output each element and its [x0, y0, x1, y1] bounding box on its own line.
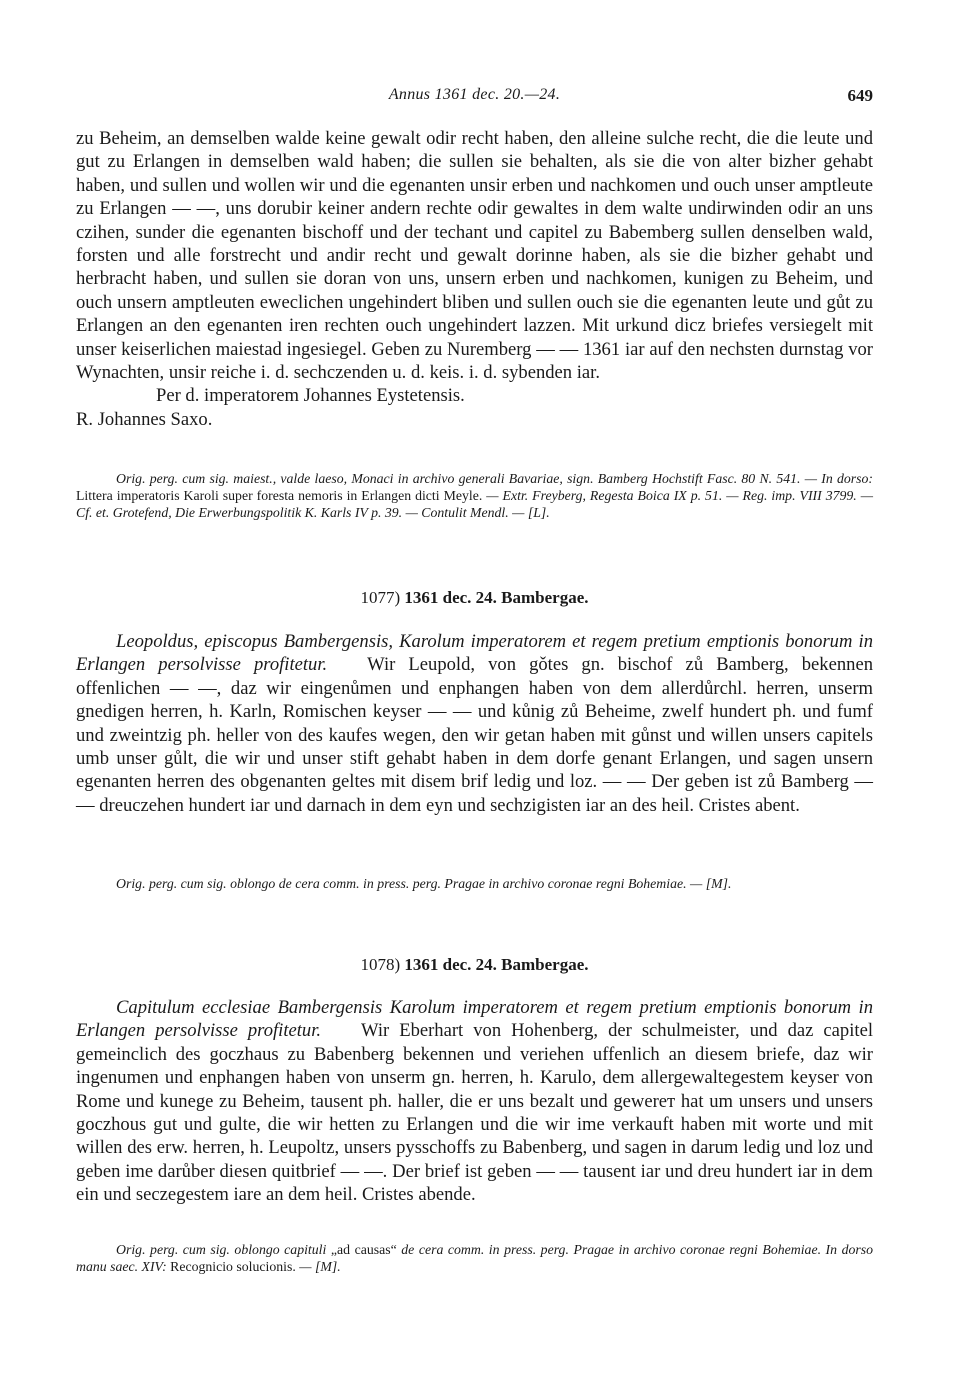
doc-1077-number: 1077) [360, 588, 401, 607]
doc-1078-note-c: de cera comm. in press. perg. Pragae in archivo coronae regni Bohemiae. In dorso manu saec. XIV: [76, 1242, 874, 1274]
doc-1077-body: Wir Leupold, von gǒtes gn. bischof zů Bamberg, bekennen offenlichen — —, daz wir eingenůmen und enphangen haben von dem allerdůrchl. herren, unserm gnedigen herren, h. Karln, Romischen keyser — — und kůnig zů Beheime, zwelf hundert ph. und fumf und zweintzig ph. heller von des kaufes wegen, den wir getan haben mit gůnst und willen unsers capitels umb unser gůlt, die wir und unser stift gehabt haben in dem dorfe genant Erlangen, und sagen unsern egenanten herren des obgenanten geltes mit disem brif ledig und loz. — — Der geben ist zů Bamberg — — dreuczehen hundert iar und darnach in dem eyn und sechzigisten iar an des heil. Cristes abent. [76, 654, 873, 816]
doc-1076-note [76, 471, 873, 521]
doc-1078-number: 1078) [360, 955, 401, 974]
per-imperatorem: Per d. imperatorem Johannes Eystetensis. [156, 385, 465, 407]
page-header [76, 86, 873, 110]
doc-1076-signature: R. Johannes Saxo. [76, 408, 213, 430]
doc-1078-note-dorso-text: Recognicio solucionis. [170, 1258, 296, 1274]
running-head: Annus 1361 dec. 20.—24. [388, 86, 561, 103]
doc-1077-regest: Leopoldus, episcopus Bambergensis, Karolum imperatorem et regem pretium emptionis bonorum in Erlangen persolvisse profitetur. [76, 631, 873, 676]
doc-1078-body: Wir Eberhart von Hohenberg, der schulmeister, und daz capitel gemeinclich des goczhaus zu Babenberg bekennen und veriehen uffenlich an diesem briefe, daz wir ingenumen und enphangen haben von unserm gn. herren, h. Karulo, dem allergewaltegestem keyser von Rome und kunege zu Beheim, tausent ph. haller, die er uns bezalt und gewerет hat um unsers und unsers goczhous gut und gulte, die wir hetten zu Erlangen und die wir ime verkauft haben mit worte und mit willen des erw. herren, h. Leupoltz, unsers pysschoffs zu Babenberg, und sagen in darum ledig und loz und geben ime darůber diesen quitbrief — —. Der brief ist geben — — tausent iar und dreu hundert iar in dem ein und seczegestem iare an dem heil. Cristes abende. [76, 1020, 873, 1206]
doc-1077-text [76, 630, 873, 817]
doc-1078-note-ad-causas: „ad causas“ [330, 1242, 397, 1257]
doc-1078-note-e: — [M]. [299, 1258, 341, 1274]
note-source-c: — Extr. Freyberg, Regesta Boica IX p. 51. — Reg. imp. VIII 3799. — Cf. et. Grotefend, Die Erwerbungspolitik K. Karls IV p. 39. — Contulit Mendl. — [L]. [76, 487, 873, 520]
doc-1078-regest: Capitulum ecclesiae Bambergensis Karolum imperatorem et regem pretium emptionis bonorum in Erlangen persolvisse profitetur. [76, 997, 873, 1042]
doc-1078-note [76, 1242, 873, 1276]
doc-1076-per-line [76, 384, 873, 407]
doc-1078-text [76, 996, 873, 1207]
doc-1076-body: zu Beheim, an demselben walde keine gewalt odir recht haben, den alleine sulche recht, die die leute und gut zu Erlangen in demselben wald haben; die sullen sie behalten, als sie die von alter bizher gehabt haben, und sullen und wollen wir und die egenanten unsir erben und nachkomen und ouch unser amptleute zu Erlangen — —, uns dorubir keiner andern rechte odir gewaltes in dem walte undirwinden odir an uns czihen, sunder die egenanten bischoff und der techant und capitel zu Babemberg sullen denselben wald, forsten und alle forstrecht und andir recht und gewalt dorinne haben, als sie die bizher gehabt und herbracht haben, und sullen sie doran von uns, unsern erben und nachkomen, kunigen zu Beheim, und ouch unsern amptleuten eweclichen ungehindert bliben und sullen ouch sie die egenanten leute und gůt zu Erlangen an den egenanten iren rechten ouch ungehindert lazzen. Mit urkund dicz briefes versiegelt mit unser keiserlichen maiestad ingesiegel. Geben zu Nuremberg — — 1361 iar auf den nechsten durnstag vor Wynachten, unsir reiche i. d. sechczenden u. d. keis. i. d. sybenden iar. [76, 128, 873, 384]
doc-1076-continuation [76, 127, 873, 431]
doc-1078-note-a: Orig. perg. cum sig. oblongo capituli [116, 1242, 327, 1257]
doc-1077-note [76, 876, 873, 893]
doc-1077-heading [76, 588, 873, 608]
doc-1078-heading [76, 955, 873, 975]
doc-1078-date-place: 1361 dec. 24. Bambergae. [404, 955, 589, 974]
note-source-a: Orig. perg. cum sig. maiest., valde laeso, Monaci in archivo generali Bavariae, sign. Bamberg Hochstift Fasc. 80 N. 541. — In dorso: [116, 471, 873, 486]
doc-1077-note-text: Orig. perg. cum sig. oblongo de cera comm. in press. perg. Pragae in archivo coronae regni Bohemiae. — [M]. [116, 876, 732, 891]
page-number: 649 [847, 86, 873, 105]
note-dorso-text: Littera imperatoris Karoli super foresta nemoris in Erlangen dicti Meyle. [76, 487, 483, 503]
doc-1077-date-place: 1361 dec. 24. Bambergae. [404, 588, 589, 607]
